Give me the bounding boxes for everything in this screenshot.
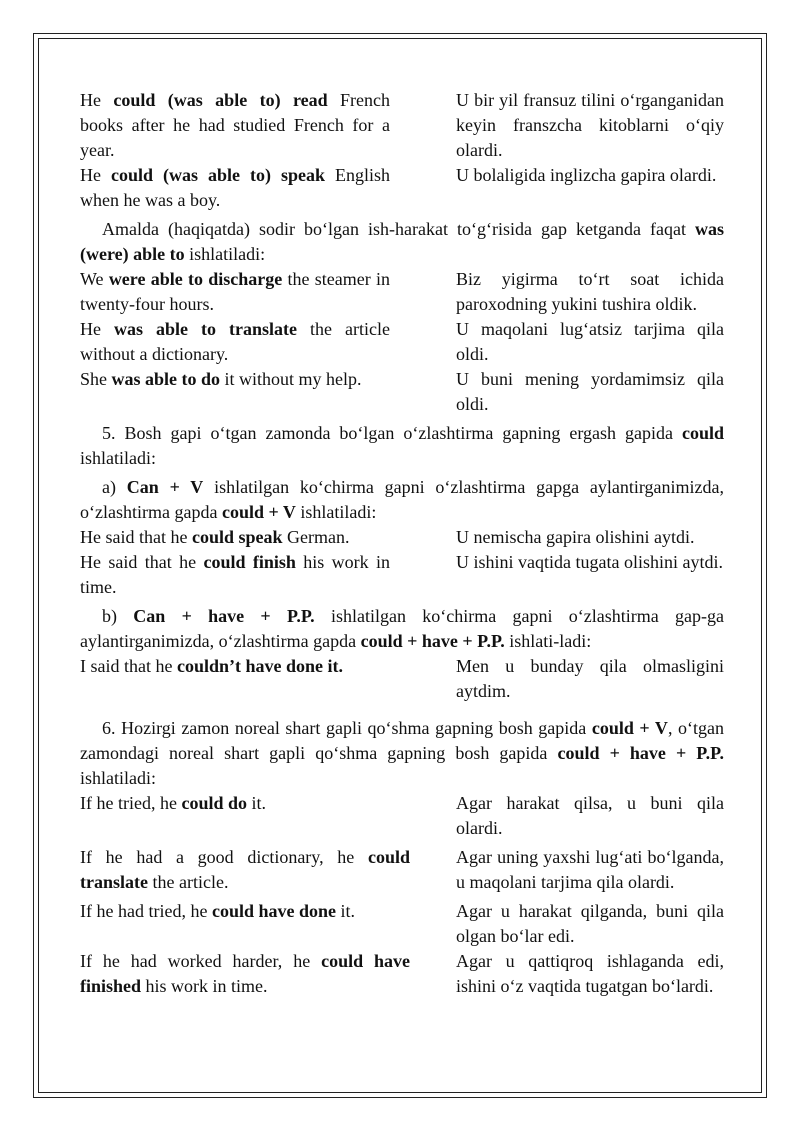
bold-term: could translate (80, 847, 410, 892)
example-pair (80, 367, 724, 417)
examples-block-3 (80, 525, 724, 600)
example-pair (80, 317, 724, 367)
english-sentence: He could (was able to) speak English when he was a boy. (80, 165, 390, 210)
uzbek-translation: Agar harakat qilsa, u buni qila olardi. (456, 793, 724, 838)
rule-paragraph-5b: b) Can + have + P.P. ishlatilgan ko‘chirma gapni o‘zlashtirma gap-ga aylantirganimizda, o‘zlashtirma gapda could + have + P.P. ishlati-ladi: (80, 606, 725, 651)
english-sentence: He was able to translate the article without a dictionary. (80, 319, 390, 364)
bold-term: could (was able to) speak (110, 165, 325, 185)
bold-term: were able to discharge (108, 269, 283, 289)
rule-paragraph-5a: a) Can + V ishlatilgan ko‘chirma gapni o‘zlashtirma gapga aylantirganimizda, o‘zlashtirma gapda could + V ishlatiladi: (80, 477, 725, 522)
english-sentence: If he tried, he could do it. (80, 793, 266, 813)
example-pair (80, 845, 724, 895)
bold-term: Can + have + P.P. (133, 606, 315, 626)
uzbek-translation: Agar uning yaxshi lug‘ati bo‘lganda, u maqolani tarjima qila olardi. (456, 847, 724, 892)
english-sentence: He said that he could speak German. (80, 527, 350, 547)
example-pair (80, 525, 724, 550)
english-sentence: If he had tried, he could have done it. (80, 901, 355, 921)
uzbek-translation: U ishini vaqtida tugata olishini aytdi. (456, 552, 723, 572)
examples-block-4 (80, 654, 724, 704)
uzbek-translation: Men u bunday qila olmasligini aytdim. (456, 656, 724, 701)
bold-term: could finish (203, 552, 296, 572)
uzbek-translation: U nemischa gapira olishini aytdi. (456, 527, 695, 547)
english-sentence: If he had a good dictionary, he could translate the article. (80, 847, 410, 892)
uzbek-translation: Agar u harakat qilganda, buni qila olgan bo‘lar edi. (456, 901, 724, 946)
uzbek-translation: U maqolani lug‘atsiz tarjima qila oldi. (456, 319, 724, 364)
bold-term: was able to translate (114, 319, 298, 339)
page-content (80, 88, 724, 999)
uzbek-translation: U bolaligida inglizcha gapira olardi. (456, 165, 717, 185)
english-sentence: We were able to discharge the steamer in twenty-four hours. (80, 269, 391, 314)
example-pair (80, 163, 724, 213)
bold-term: could + V (221, 502, 296, 522)
uzbek-translation: Biz yigirma to‘rt soat ichida paroxodning yukini tushira oldik. (456, 269, 724, 314)
bold-term: could + have + P.P. (360, 631, 505, 651)
examples-block-2 (80, 267, 724, 417)
english-sentence: I said that he couldn’t have done it. (80, 656, 344, 676)
example-pair (80, 267, 724, 317)
uzbek-translation: U buni mening yordamimsiz qila oldi. (456, 369, 724, 414)
bold-term: was able to do (111, 369, 221, 389)
examples-block-1 (80, 88, 724, 213)
examples-block-5 (80, 791, 724, 999)
english-sentence: If he had worked harder, he could have finished his work in time. (80, 951, 411, 996)
example-pair (80, 88, 724, 163)
bold-term: could have done (211, 901, 336, 921)
example-pair (80, 949, 724, 999)
example-pair (80, 791, 724, 841)
bold-term: could do (181, 793, 247, 813)
bold-term: Can + V (126, 477, 204, 497)
rule-paragraph: Amalda (haqiqatda) sodir bo‘lgan ish-harakat to‘g‘risida gap ketganda faqat was (were) able to ishlatiladi: (80, 219, 724, 264)
bold-term: couldn’t have done it. (176, 656, 344, 676)
rule-paragraph-5: 5. Bosh gapi o‘tgan zamonda bo‘lgan o‘zlashtirma gapning ergash gapida could ishlatiladi: (80, 423, 724, 468)
bold-term: was (were) able to (80, 219, 724, 264)
rule-paragraph-6: 6. Hozirgi zamon noreal shart gapli qo‘shma gapning bosh gapida could + V, o‘tgan zamondagi noreal shart gapli qo‘shma gapning bosh gapida could + have + P.P. ishlatiladi: (80, 718, 724, 788)
example-pair (80, 654, 724, 704)
bold-term: could (was able to) read (113, 90, 328, 110)
example-pair (80, 550, 724, 600)
english-sentence: He said that he could finish his work in time. (80, 552, 391, 597)
english-sentence: He could (was able to) read French books after he had studied French for a year. (80, 90, 390, 160)
uzbek-translation: U bir yil fransuz tilini o‘rganganidan keyin franszcha kitoblarni o‘qiy olardi. (456, 90, 724, 160)
bold-term: could + V (591, 718, 668, 738)
bold-term: could + have + P.P. (557, 743, 724, 763)
bold-term: could (681, 423, 724, 443)
bold-term: could speak (191, 527, 283, 547)
bold-term: could have finished (80, 951, 411, 996)
english-sentence: She was able to do it without my help. (80, 369, 362, 389)
example-pair (80, 899, 724, 949)
uzbek-translation: Agar u qattiqroq ishlaganda edi, ishini o‘z vaqtida tugatgan bo‘lardi. (456, 951, 724, 996)
